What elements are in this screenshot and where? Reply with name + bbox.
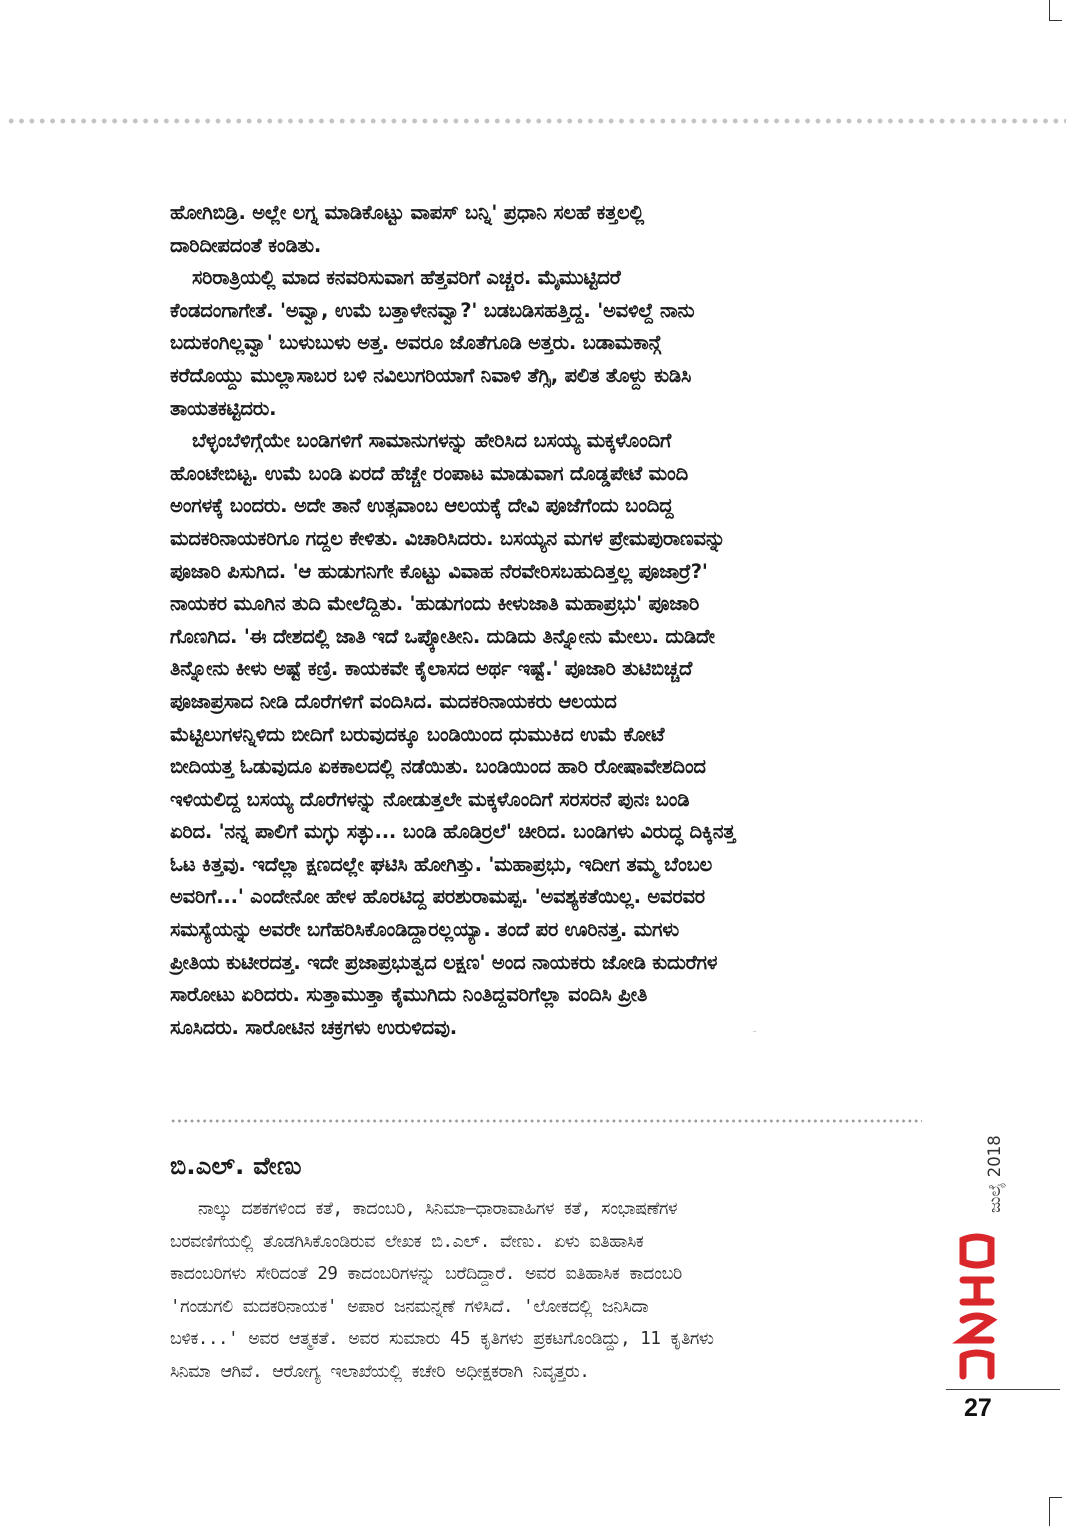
story-paragraph <box>170 425 922 1044</box>
story-line: ಪ್ರೀತಿಯ ಕುಟೀರದತ್ತ. ಇದೇ ಪ್ರಜಾಪ್ರಭುತ್ವದ ಲಕ್ಷಣ' ಅಂದ ನಾಯಕರು ಜೋಡಿ ಕುದುರೆಗಳ <box>170 950 718 974</box>
author-name: ಬಿ.ಎಲ್. ವೇಣು <box>170 1152 302 1180</box>
magazine-name: ಮಯೂರ <box>753 1032 757 1033</box>
story-line: ಗೊಣಗಿದ. 'ಈ ದೇಶದಲ್ಲಿ ಜಾತಿ ಇದೆ ಒಪ್ಕೋತೀನಿ. ದುಡಿದು ತಿನ್ನೋನು ಮೇಲು. ದುಡಿದೇ <box>170 624 715 648</box>
story-body <box>170 197 922 1044</box>
story-line: ಪೂಜಾರಿ ಪಿಸುಗಿದ. 'ಆ ಹುಡುಗನಿಗೇ ಕೊಟ್ಟು ವಿವಾಹ ನೆರವೇರಿಸಬಹುದಿತ್ತಲ್ಲ ಪೂಜಾರ್ರೆ?' <box>170 559 708 583</box>
bio-line: 'ಗಂಡುಗಲಿ ಮದಕರಿನಾಯಕ' ಅಪಾರ ಜನಮನ್ನಣೆ ಗಳಿಸಿದೆ. 'ಲೋಕದಲ್ಲಿ ಜನಿಸಿದಾ <box>170 1296 649 1317</box>
story-line: ಇಳಿಯಲಿದ್ದ ಬಸಯ್ಯ ದೊರೆಗಳನ್ನು ನೋಡುತ್ತಲೇ ಮಕ್ಕಳೊಂದಿಗೆ ಸರಸರನೆ ಪುನಃ ಬಂಡಿ <box>170 787 690 811</box>
story-line: ಹೋಗಿಬಿಡ್ರಿ. ಅಲ್ಲೇ ಲಗ್ನ ಮಾಡಿಕೊಟ್ಟು ವಾಪಸ್ ಬನ್ನಿ' ಪ್ರಧಾನಿ ಸಲಹೆ ಕತ್ತಲಲ್ಲಿ <box>170 201 644 224</box>
page-number: 27 <box>964 1394 992 1422</box>
issue-date: ಜುಲೈ 2018 <box>985 1135 1004 1213</box>
story-line: ಅವರಿಗೆ...' ಎಂದೇನೋ ಹೇಳ ಹೊರಟಿದ್ದ ಪರಶುರಾಮಪ್ಪ. 'ಅವಶ್ಯಕತೆಯಿಲ್ಲ. ಅವರವರ <box>170 885 705 909</box>
story-line: ಸಾರೋಟು ಏರಿದರು. ಸುತ್ತಾಮುತ್ತಾ ಕೈಮುಗಿದು ನಿಂತಿದ್ದವರಿಗೆಲ್ಲಾ ವಂದಿಸಿ ಪ್ರೀತಿ <box>170 983 648 1007</box>
story-paragraph <box>170 262 922 425</box>
story-line: ಬದುಕಂಗಿಲ್ಲವ್ವಾ' ಬುಳುಬುಳು ಅತ್ತ. ಅವರೂ ಜೊತೆಗೂಡಿ ಅತ್ತರು. ಬಡಾಮಕಾನ್ಗೆ <box>170 331 662 355</box>
story-paragraph <box>170 197 922 262</box>
story-line: ತಿನ್ನೋನು ಕೀಳು ಅಷ್ಟೆ ಕಣ್ರಿ. ಕಾಯಕವೇ ಕೈಲಾಸದ ಅರ್ಥ ಇಷ್ಟೆ.' ಪೂಜಾರಿ ತುಟಿಬಿಚ್ಚದೆ <box>170 657 693 681</box>
story-line: ಹೊಂಟೇಬಿಟ್ಟ. ಉಮೆ ಬಂಡಿ ಏರದೆ ಹೆಚ್ಚೇ ರಂಪಾಟ ಮಾಡುವಾಗ ದೊಡ್ಡಪೇಟೆ ಮಂದಿ <box>170 461 688 485</box>
crop-mark-top <box>1049 0 1062 21</box>
story-line: ನಾಯಕರ ಮೂಗಿನ ತುದಿ ಮೇಲೆದ್ದಿತು. 'ಹುಡುಗಂದು ಕೀಳುಜಾತಿ ಮಹಾಪ್ರಭು' ಪೂಜಾರಿ <box>170 592 700 616</box>
story-line: ಏರಿದ. 'ನನ್ನ ಪಾಲಿಗೆ ಮಗ್ಳು ಸತ್ಳು... ಬಂಡಿ ಹೊಡಿರ್ರಲೆ' ಚೀರಿದ. ಬಂಡಿಗಳು ವಿರುದ್ಧ ದಿಕ್ಕಿನತ್ತ <box>170 820 736 844</box>
story-line: ಸಮಸ್ಯೆಯನ್ನು ಅವರೇ ಬಗೆಹರಿಸಿಕೊಂಡಿದ್ದಾರಲ್ಲಯ್ಯಾ. ತಂದೆ ಪರ ಊರಿನತ್ತ. ಮಗಳು <box>170 918 679 942</box>
story-line: ಬೆಳ್ಳಂಬೆಳಿಗ್ಗೆಯೇ ಬಂಡಿಗಳಿಗೆ ಸಾಮಾನುಗಳನ್ನು ಹೇರಿಸಿದ ಬಸಯ್ಯ ಮಕ್ಕಳೊಂದಿಗೆ <box>192 429 672 453</box>
story-line: ಸರಿರಾತ್ರಿಯಲ್ಲಿ ಮಾದ ಕನವರಿಸುವಾಗ ಹೆತ್ತವರಿಗೆ ಎಚ್ಚರ. ಮೈಮುಟ್ಟಿದರೆ <box>192 266 621 290</box>
page-number-rule <box>946 1389 1060 1390</box>
story-line: ಓಟ ಕಿತ್ತವು. ಇದೆಲ್ಲಾ ಕ್ಷಣದಲ್ಲೇ ಘಟಿಸಿ ಹೋಗಿತ್ತು. 'ಮಹಾಪ್ರಭು, ಇದೀಗ ತಮ್ಮ ಬೆಂಬಲ <box>170 852 713 876</box>
bio-line: ಬಳಿಕ...' ಅವರ ಆತ್ಮಕತೆ. ಅವರ ಸುಮಾರು 45 ಕೃತಿಗಳು ಪ್ರಕಟಗೊಂಡಿದ್ದು, 11 ಕೃತಿಗಳು <box>170 1329 714 1349</box>
story-line: ತಾಯತಕಟ್ಟಿದರು. <box>170 396 277 420</box>
story-line: ಕರೆದೊಯ್ದು ಮುಲ್ಲಾಸಾಬರ ಬಳಿ ನವಿಲುಗರಿಯಾಗೆ ನಿವಾಳಿ ತೆಗ್ಸಿ, ಪಲಿತ ತೊಳ್ದು ಕುಡಿಸಿ <box>170 363 692 387</box>
bio-line: ಬರವಣಿಗೆಯಲ್ಲಿ ತೊಡಗಿಸಿಕೊಂಡಿರುವ ಲೇಖಕ ಬಿ.ಎಲ್. ವೇಣು. ಏಳು ಐತಿಹಾಸಿಕ <box>170 1231 644 1252</box>
story-line: ಪೂಜಾಪ್ರಸಾದ ನೀಡಿ ದೊರೆಗಳಿಗೆ ವಂದಿಸಿದ. ಮದಕರಿನಾಯಕರು ಆಲಯದ <box>170 689 617 713</box>
story-line: ಮದಕರಿನಾಯಕರಿಗೂ ಗದ್ದಲ ಕೇಳಿತು. ವಿಚಾರಿಸಿದರು. ಬಸಯ್ಯನ ಮಗಳ ಪ್ರೇಮಪುರಾಣವನ್ನು <box>170 526 726 550</box>
story-line: ಮೆಟ್ಟಿಲುಗಳನ್ನಿಳಿದು ಬೀದಿಗೆ ಬರುವುದಕ್ಕೂ ಬಂಡಿಯಿಂದ ಧುಮುಕಿದ ಉಮೆ ಕೋಟೆ <box>170 722 665 746</box>
story-line: ಕೆಂಡದಂಗಾಗೇತೆ. 'ಅವ್ವಾ, ಉಮೆ ಬತ್ತಾಳೇನವ್ವಾ?' ಬಡಬಡಿಸಹತ್ತಿದ್ದ. 'ಅವಳಿಲ್ದೆ ನಾನು <box>170 298 695 322</box>
dotted-section-rule <box>170 1118 922 1124</box>
bio-line: ಸಿನಿಮಾ ಆಗಿವೆ. ಆರೋಗ್ಯ ಇಲಾಖೆಯಲ್ಲಿ ಕಚೇರಿ ಅಧೀಕ್ಷಕರಾಗಿ ನಿವೃತ್ತರು. <box>170 1361 590 1382</box>
crop-mark-bottom <box>1049 1497 1062 1526</box>
story-line: ದಾರಿದೀಪದಂತೆ ಕಂಡಿತು. <box>170 233 322 257</box>
story-line: ಸೂಸಿದರು. ಸಾರೋಟಿನ ಚಕ್ರಗಳು ಉರುಳಿದವು. <box>170 1015 457 1039</box>
author-bio <box>170 1193 922 1388</box>
bio-line: ನಾಲ್ಕು ದಶಕಗಳಿಂದ ಕತೆ, ಕಾದಂಬರಿ, ಸಿನಿಮಾ–ಧಾರಾವಾಹಿಗಳ ಕತೆ, ಸಂಭಾಷಣೆಗಳ <box>198 1199 678 1219</box>
story-line: ಅಂಗಳಕ್ಕೆ ಬಂದರು. ಅದೇ ತಾನೆ ಉತ್ಸವಾಂಬ ಆಲಯಕ್ಕೆ ದೇವಿ ಪೂಜೆಗೆಂದು ಬಂದಿದ್ದ <box>170 494 674 518</box>
bio-line: ಕಾದಂಬರಿಗಳು ಸೇರಿದಂತೆ 29 ಕಾದಂಬರಿಗಳನ್ನು ಬರೆದಿದ್ದಾರೆ. ಅವರ ಐತಿಹಾಸಿಕ ಕಾದಂಬರಿ <box>170 1264 682 1284</box>
dotted-header-rule <box>6 116 1066 126</box>
story-line: ಬೀದಿಯತ್ತ ಓಡುವುದೂ ಏಕಕಾಲದಲ್ಲಿ ನಡೆಯಿತು. ಬಂಡಿಯಿಂದ ಹಾರಿ ರೋಷಾವೇಶದಿಂದ <box>170 755 706 779</box>
